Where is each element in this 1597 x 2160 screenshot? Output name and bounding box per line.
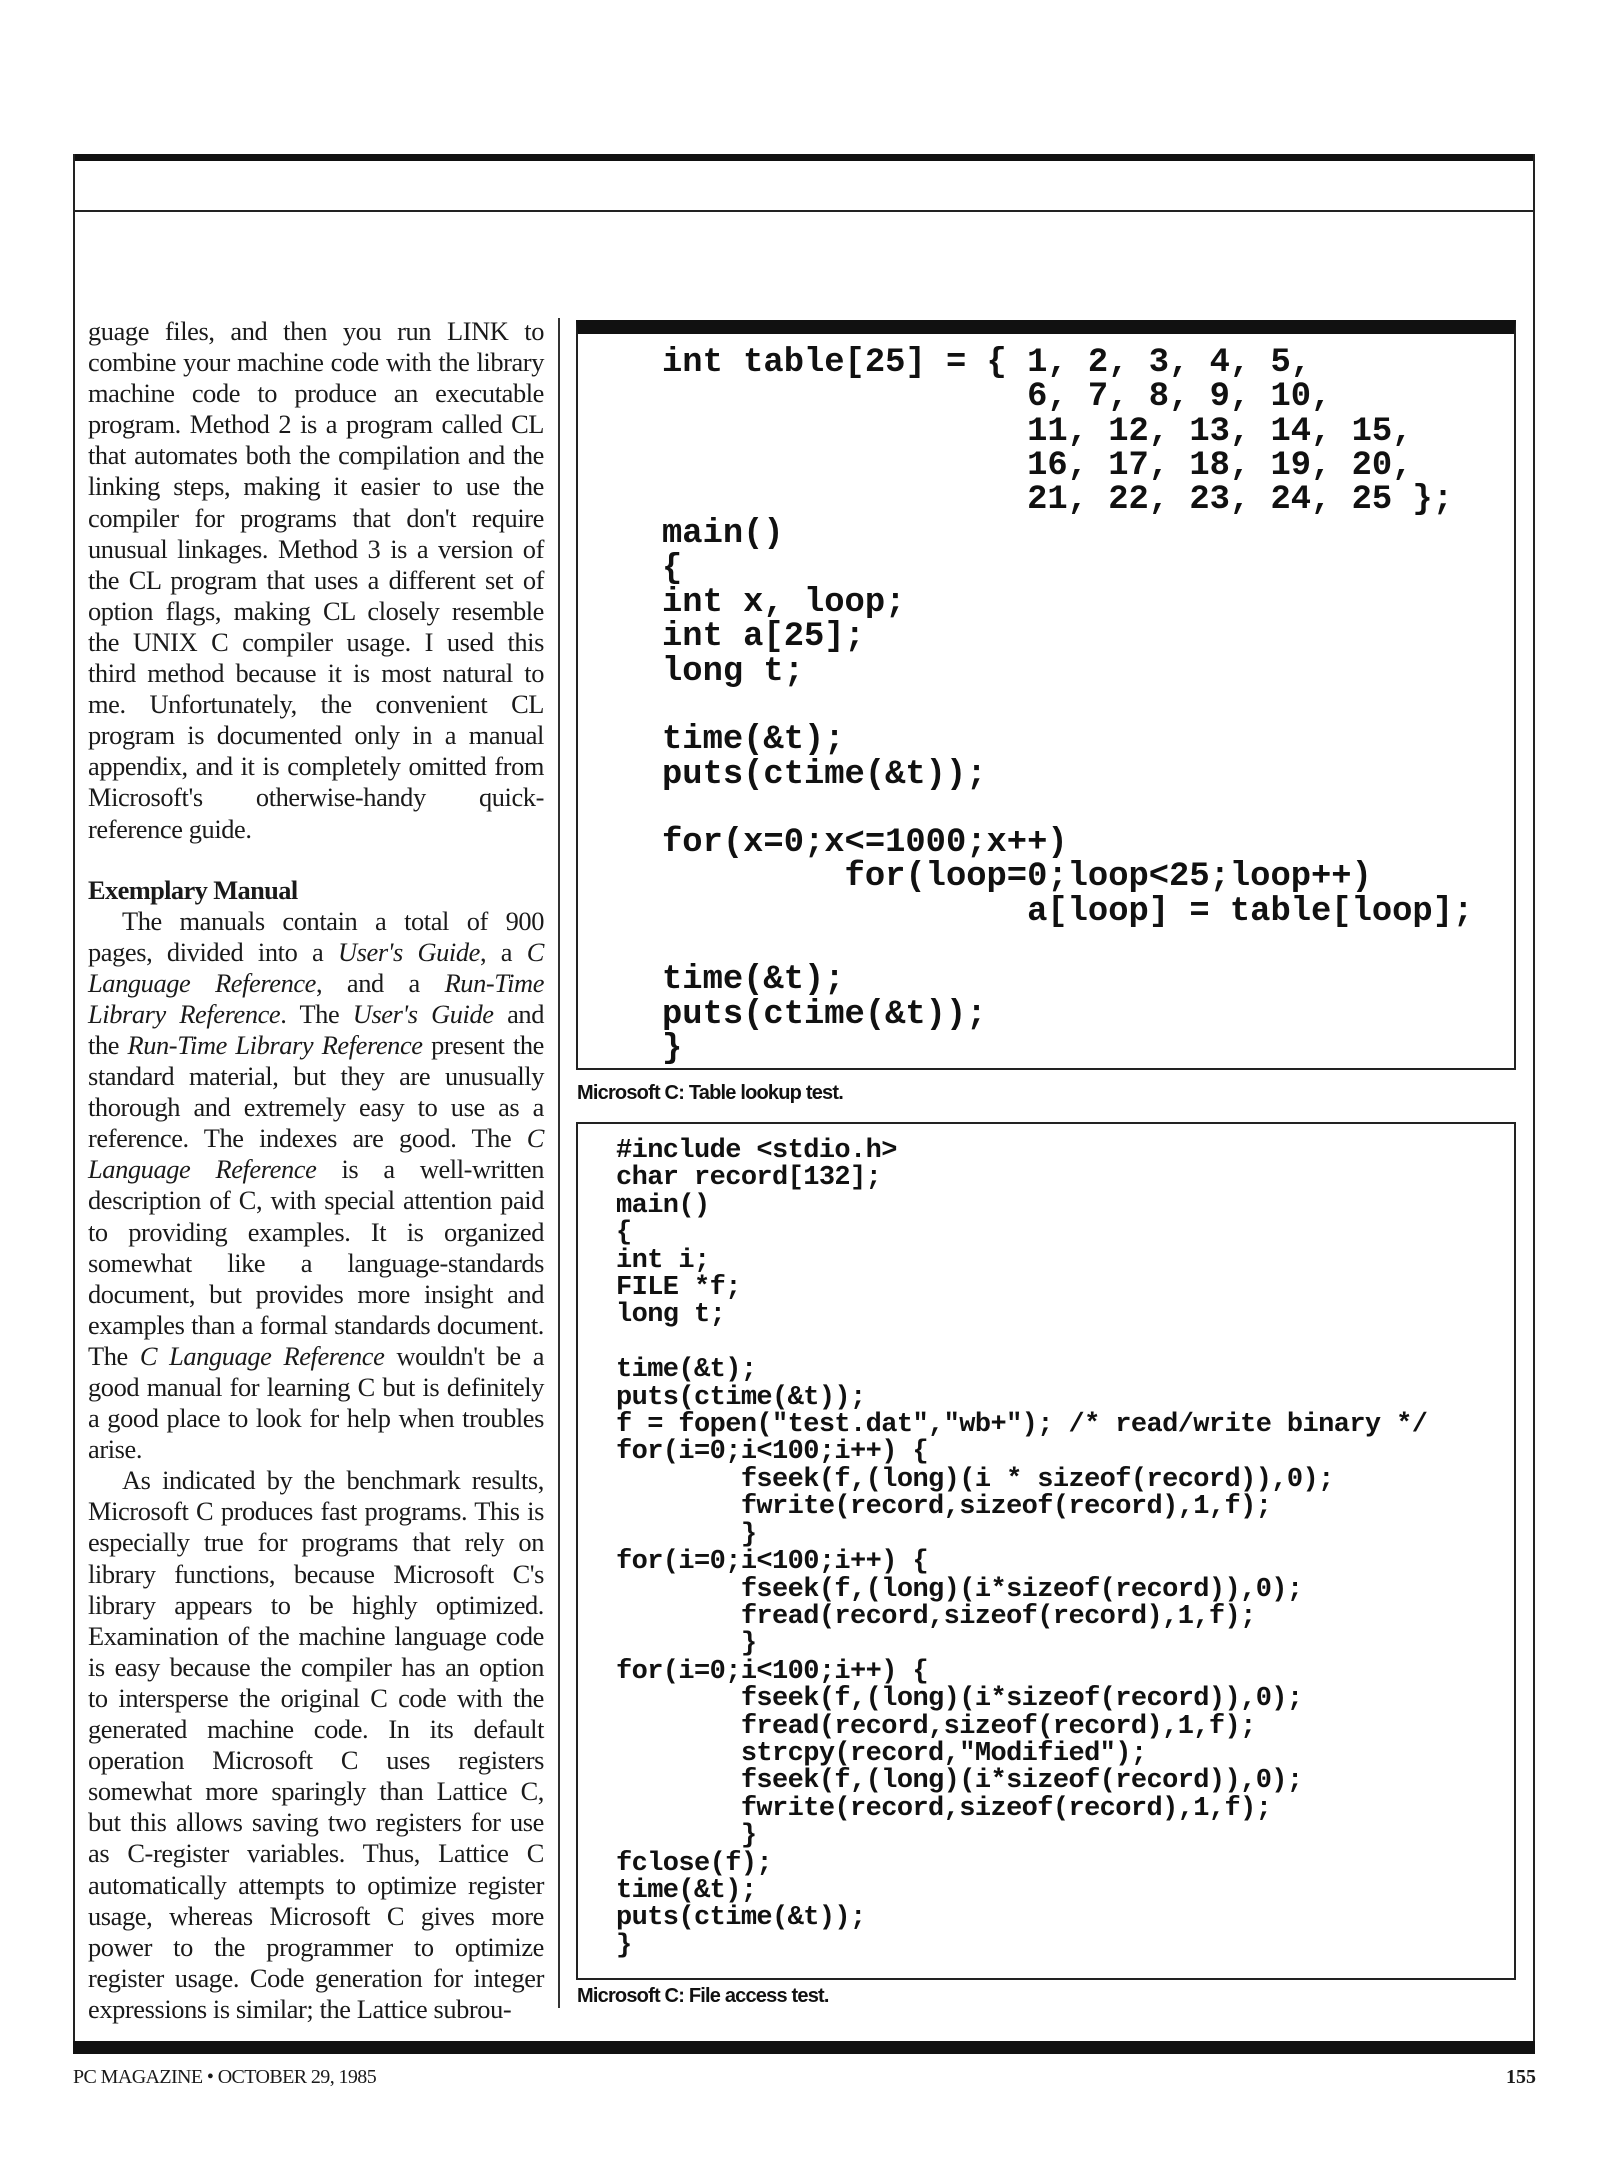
paragraph-1: guage files, and then you run LINK to combine your machine code with the library machine code to produce an executable program. Method 2 is a program called CL that automates both the compilation and the linking steps, making it easier to use the compiler for programs that don't require unusual linkages. Method 3 is a version of the CL program that uses a different set of option flags, making CL closely resemble the UNIX C compiler usage. I used this third method because it is most natural to me. Unfortunately, the convenient CL program is documented only in a manual appendix, and it is completely omitted from Microsoft's otherwise-handy quick-reference guide. xyxy=(88,316,544,844)
paragraph-3: As indicated by the benchmark results, Microsoft C produces fast programs. This is especially true for programs that rely on library functions, because Microsoft C's library appears to be highly optimized. Examination of the machine language code is easy because the compiler has an option to intersperse the original C code with the generated machine code. In its default operation Microsoft C uses registers somewhat more sparingly than Lattice C, but this allows saving two registers for use as C-register variables. Thus, Lattice C automatically attempts to optimize register usage, whereas Microsoft C gives more power to the programmer to optimize register usage. Code generation for integer expressions is similar; the Lattice subrou- xyxy=(88,1465,544,2024)
listing-table-lookup xyxy=(576,320,1516,1070)
section-heading: Exemplary Manual xyxy=(88,874,298,905)
column-divider xyxy=(558,318,560,2008)
listing-2-code: #include <stdio.h> char record[132]; main() { int i; FILE *f; long t; time(&t); puts(ctime(&t)); f = fopen("test.dat","wb+"); /* read/write binary */ for(i=0;i<100;i++) { fseek(f,(long)(i * sizeof(record)),0); fwrite(record,sizeof(record),1,f); } for(i=0;i<100;i++) { fseek(f,(long)(i*sizeof(record)),0); fread(record,sizeof(record),1,f); } for(i=0;i<100;i++) { fseek(f,(long)(i*sizeof(record)),0); fread(record,sizeof(record),1,f); strcpy(record,"Modified"); fseek(f,(long)(i*sizeof(record)),0); fwrite(record,sizeof(record),1,f); } fclose(f); time(&t); puts(ctime(&t)); } xyxy=(616,1136,1428,1961)
paragraph-2: The manuals contain a total of 900 pages, divided into a User's Guide, a C Language Reference, and a Run-Time Library Reference. The User's Guide and the Run-Time Library Reference present the standard material, but they are unusually thorough and extremely easy to use as a reference. The indexes are good. The C Language Reference is a well-written description of C, with special attention paid to providing examples. It is organized somewhat like a language-standards document, but provides more insight and examples than a formal standards document. The C Language Reference wouldn't be a good manual for learning C but is definitely a good place to look for help when troubles arise. xyxy=(88,905,545,1465)
footer-publication: PC MAGAZINE • OCTOBER 29, 1985 xyxy=(73,2066,377,2088)
listing-file-access xyxy=(576,1122,1516,1980)
listing-2-caption: Microsoft C: File access test. xyxy=(577,1985,829,2007)
listing-1-code: int table[25] = { 1, 2, 3, 4, 5, 6, 7, 8, 9, 10, 11, 12, 13, 14, 15, 16, 17, 18, 19, 20, 21, 22, 23, 24, 25 }; main() { int x, loop; int a[25]; long t; time(&t); puts(ctime(&t)); for(x=0;x<=1000;x++) for(loop=0;loop<25;loop++) a[loop] = table[loop]; time(&t); puts(ctime(&t)); } xyxy=(662,344,1474,1068)
page-number: 155 xyxy=(1506,2066,1536,2088)
listing-1-caption: Microsoft C: Table lookup test. xyxy=(577,1082,843,1104)
bottom-rule xyxy=(73,2041,1535,2054)
header-line xyxy=(73,210,1535,212)
article-column xyxy=(88,316,544,2025)
